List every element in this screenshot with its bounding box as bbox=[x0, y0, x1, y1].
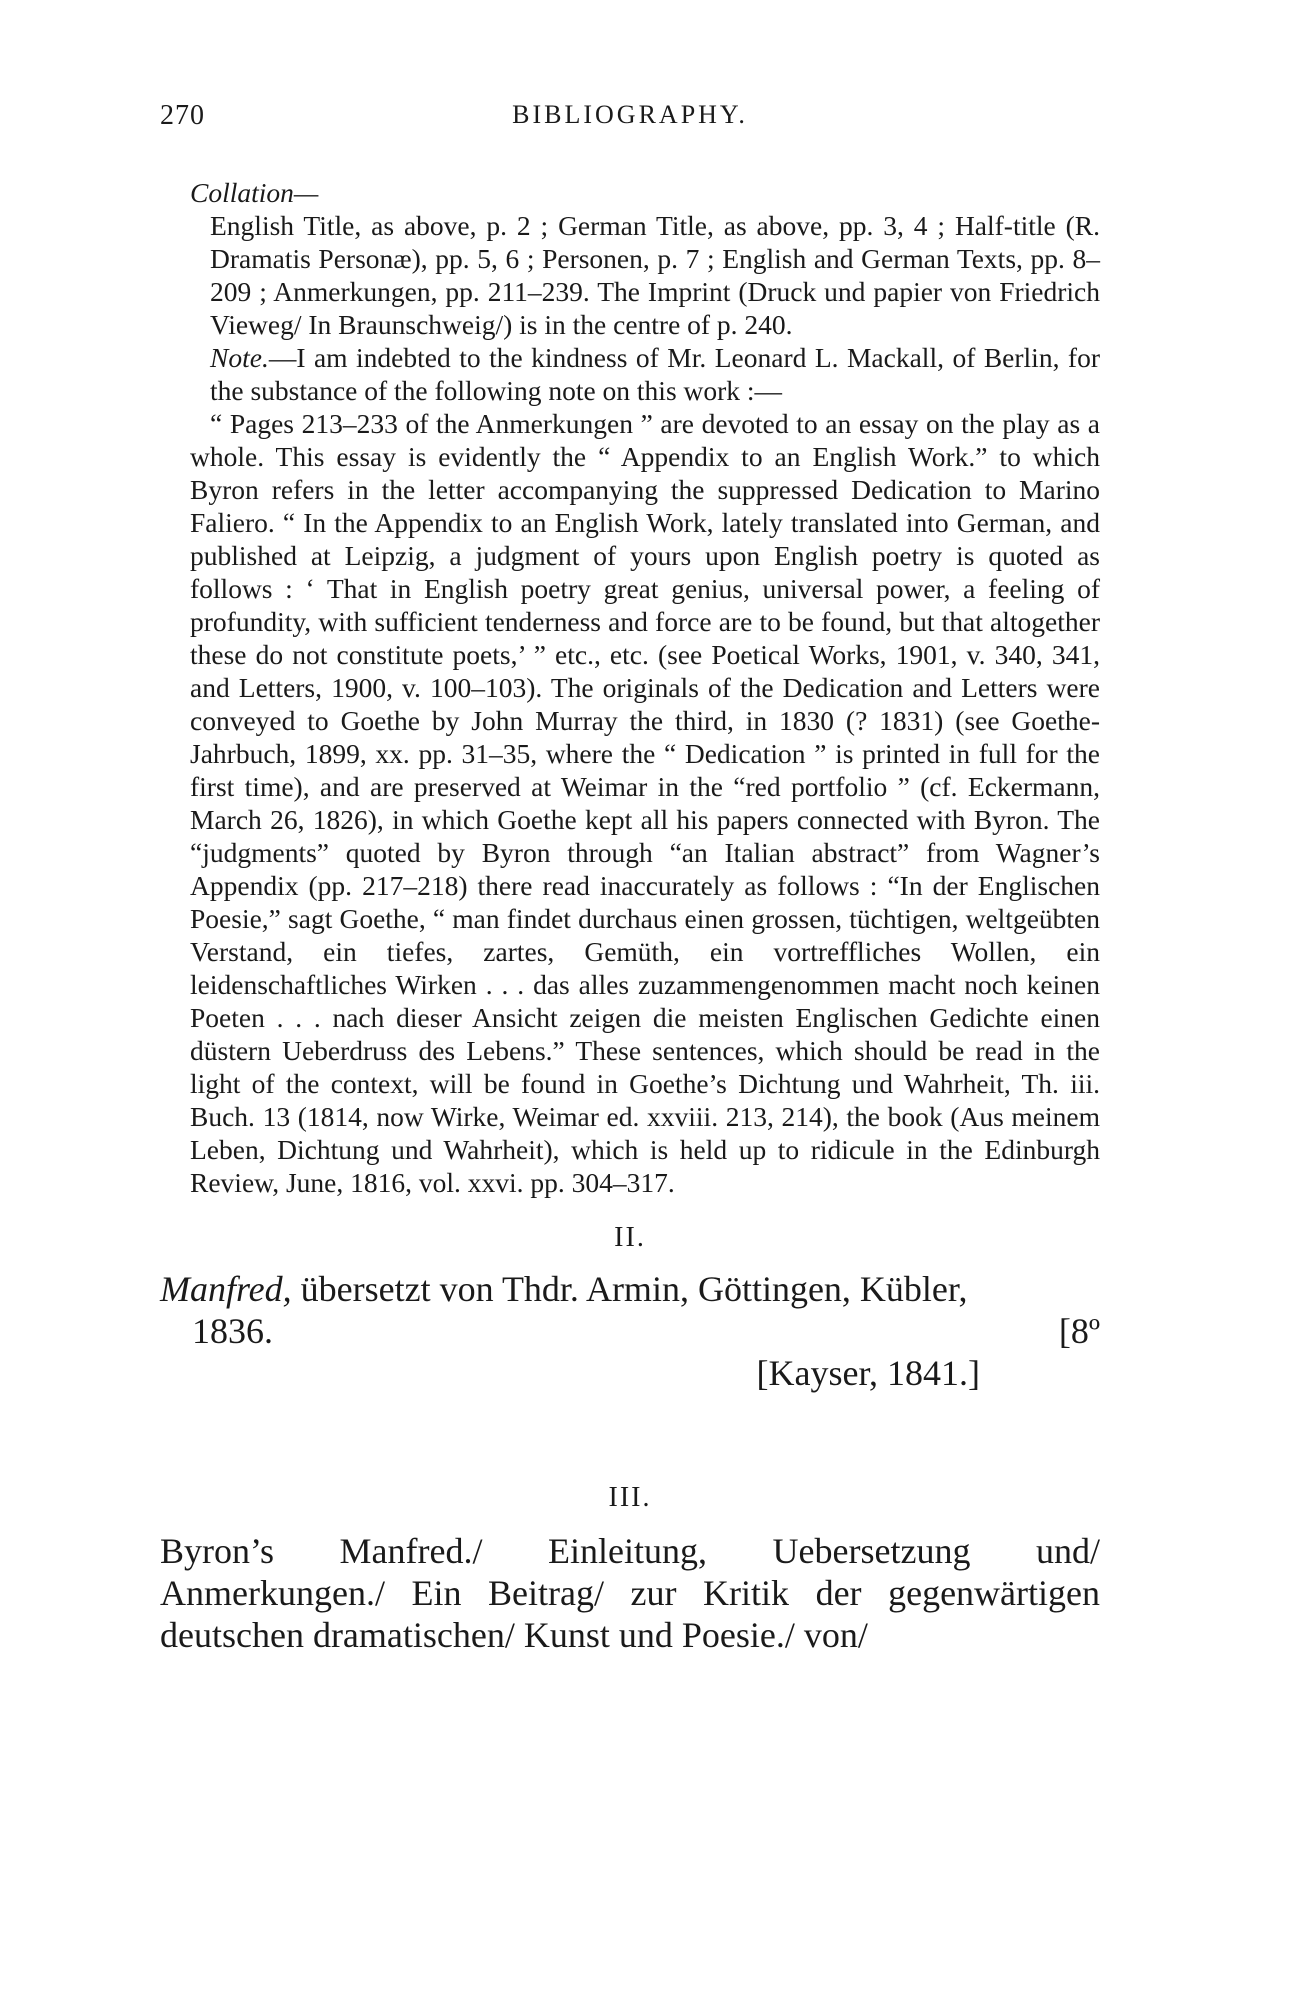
entry-source: [Kayser, 1841.] bbox=[756, 1353, 980, 1393]
running-title: BIBLIOGRAPHY. bbox=[512, 100, 748, 129]
entry-year: 1836. bbox=[192, 1311, 273, 1351]
entry-title-line bbox=[160, 1268, 1100, 1310]
bibliography-entry-body bbox=[190, 176, 1100, 1199]
entry-byrons-manfred: Byron’s Manfred./ Einleitung, Uebersetzung und/ Anmerkungen./ Ein Beitrag/ zur Kritik der gegenwärtigen deutschen dramatischen/ Kunst und Poesie./ von/ bbox=[160, 1531, 1100, 1655]
section-number-2: II. bbox=[614, 1222, 646, 1253]
entry-title: Manfred, bbox=[160, 1269, 292, 1309]
note-intro: —I am indebted to the kindness of Mr. Leonard L. Mackall, of Berlin, for the substance of the following note on this work :— bbox=[210, 342, 1100, 406]
entry-year-row bbox=[160, 1310, 1100, 1352]
note-paragraph bbox=[190, 341, 1100, 407]
section-number-3: III. bbox=[608, 1482, 652, 1513]
page-number: 270 bbox=[160, 100, 205, 131]
entry-manfred-armin bbox=[160, 1268, 1100, 1394]
note-label: Note. bbox=[210, 342, 269, 373]
note-body: “ Pages 213–233 of the Anmerkungen ” are devoted to an essay on the play as a whole. This essay is evidently the “ Appendix to an English Work.” to which Byron refers in the letter accompanying the suppressed Dedication to Marino Faliero. “ In the Appendix to an English Work, lately translated into German, and published at Leipzig, a judgment of yours upon English poetry is quoted as follows : ‘ That in English poetry great genius, universal power, a feeling of profundity, with sufficient tenderness and force are to be found, but that altogether these do not constitute poets,’ ” etc., etc. (see Poetical Works, 1901, v. 340, 341, and Letters, 1900, v. 100–103). The originals of the Dedication and Letters were conveyed to Goethe by John Murray the third, in 1830 (? 1831) (see Goethe-Jahrbuch, 1899, xx. pp. 31–35, where the “ Dedication ” is printed in full for the first time), and are preserved at Weimar in the “red portfolio ” (cf. Eckermann, March 26, 1826), in which Goethe kept all his papers connected with Byron. The “judgments” quoted by Byron through “an Italian abstract” from Wagner’s Appendix (pp. 217–218) there read inaccurately as follows : “In der Englischen Poesie,” sagt Goethe, “ man findet durchaus einen grossen, tüchtigen, weltgeübten Verstand, ein tiefes, zartes, Gemüth, ein vortreffliches Wollen, ein leidenschaftliches Wirken . . . das alles zuzammengenommen macht noch keinen Poeten . . . nach dieser Ansicht zeigen die meisten Englischen Gedichte einen düstern Ueberdruss des Lebens.” These sentences, which should be read in the light of the context, will be found in Goethe’s Dichtung und Wahrheit, Th. iii. Buch. 13 (1814, now Wirke, Weimar ed. xxviii. 213, 214), the book (Aus meinem Leben, Dichtung und Wahrheit), which is held up to ridicule in the Edinburgh Review, June, 1816, vol. xxvi. pp. 304–317. bbox=[190, 408, 1100, 1198]
collation-text: English Title, as above, p. 2 ; German Title, as above, pp. 3, 4 ; Half-title (R. Dramatis Personæ), pp. 5, 6 ; Personen, p. 7 ; English and German Texts, pp. 8–209 ; Anmerkungen, pp. 211–239. The Imprint (Druck und papier von Friedrich Vieweg/ In Braunschweig/) is in the centre of p. 240. bbox=[210, 210, 1100, 340]
entry-size: [8º bbox=[1058, 1311, 1100, 1351]
entry-title-rest: übersetzt von Thdr. Armin, Göttingen, Kübler, bbox=[291, 1269, 968, 1309]
collation-label: Collation— bbox=[190, 177, 319, 208]
running-head bbox=[160, 100, 1100, 140]
